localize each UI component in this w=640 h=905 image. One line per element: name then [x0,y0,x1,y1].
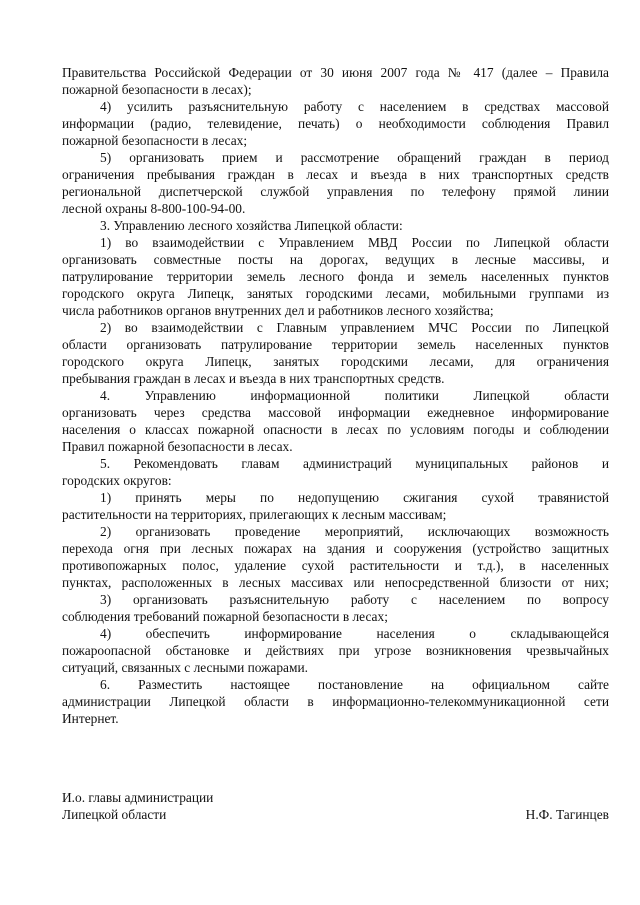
text-line: ограничения пребывания граждан в лесах и въезда в них транспортных средств [62,167,609,182]
text-line: населения о классах пожарной опасности в лесах по условиям погоды и соблюдении [62,422,609,437]
text-line: 6. Разместить настоящее постановление на официальном сайте [100,677,609,692]
text-line: городского округа Липецк, занятых городскими лесами, мобильными группами из [62,286,609,301]
signature-title-line2: Липецкой области [62,807,167,822]
text-line: городских округов: [62,473,172,488]
text-line: патрулирование территории земель лесного фонда и земель населенных пунктов [62,269,609,284]
text-line: Правил пожарной безопасности в лесах. [62,439,293,454]
text-line: 5. Рекомендовать главам администраций муниципальных районов и [100,456,609,471]
signature-name: Н.Ф. Тагинцев [525,807,609,822]
text-line: пожароопасной обстановке и действиях при угрозе возникновения чрезвычайных [62,643,609,658]
text-line: 3) организовать разъяснительную работу с населением по вопросу [100,592,609,607]
text-line: растительности на территориях, прилегающих к лесным массивам; [62,507,447,522]
text-line: лесной охраны 8-800-100-94-00. [62,201,246,216]
text-line: ситуаций, связанных с лесными пожарами. [62,660,308,675]
text-line: 2) во взаимодействии с Главным управлением МЧС России по Липецкой [100,320,609,335]
text-line: 4. Управлению информационной политики Липецкой области [100,388,609,403]
text-line: области организовать патрулирование территории земель населенных пунктов [62,337,609,352]
text-line: 1) принять меры по недопущению сжигания сухой травянистой [100,490,609,505]
text-line: 3. Управлению лесного хозяйства Липецкой области: [100,218,403,233]
text-line: 2) организовать проведение мероприятий, исключающих возможность [100,524,609,539]
text-line: организовать совместные посты на дорогах, ведущих в лесные массивы, и [62,252,609,267]
text-line: противопожарных полос, удаление сухой растительности и т.д.), в населенных [62,558,609,573]
text-line: 5) организовать прием и рассмотрение обращений граждан в период [100,150,609,165]
signature-title-line1: И.о. главы администрации [62,790,214,805]
text-line: информации (радио, телевидение, печать) о необходимости соблюдения Правил [62,116,609,131]
text-line: городского округа Липецк, занятых городскими лесами, для ограничения [62,354,609,369]
text-line: пребывания граждан в лесах и въезда в них транспортных средств. [62,371,445,386]
text-line: администрации Липецкой области в информационно-телекоммуникационной сети [62,694,609,709]
text-line: организовать через средства массовой информации ежедневное информирование [62,405,609,420]
text-line: пунктах, расположенных в лесных массивах или непосредственной близости от них; [62,575,609,590]
text-line: 4) обеспечить информирование населения о складывающейся [100,626,609,641]
text-line: числа работников органов внутренних дел и работников лесного хозяйства; [62,303,494,318]
text-line: Интернет. [62,711,119,726]
text-line: пожарной безопасности в лесах; [62,133,248,148]
text-line: Правительства Российской Федерации от 30 июня 2007 года № 417 (далее – Правила [62,65,609,80]
text-line: перехода огня при лесных пожарах на здания и сооружения (устройство защитных [62,541,609,556]
text-line: 4) усилить разъяснительную работу с населением в средствах массовой [100,99,609,114]
text-line: соблюдения требований пожарной безопасности в лесах; [62,609,388,624]
text-line: 1) во взаимодействии с Управлением МВД России по Липецкой области [100,235,609,250]
text-line: региональной диспетчерской службой управления по телефону прямой линии [62,184,609,199]
text-line: пожарной безопасности в лесах); [62,82,252,97]
